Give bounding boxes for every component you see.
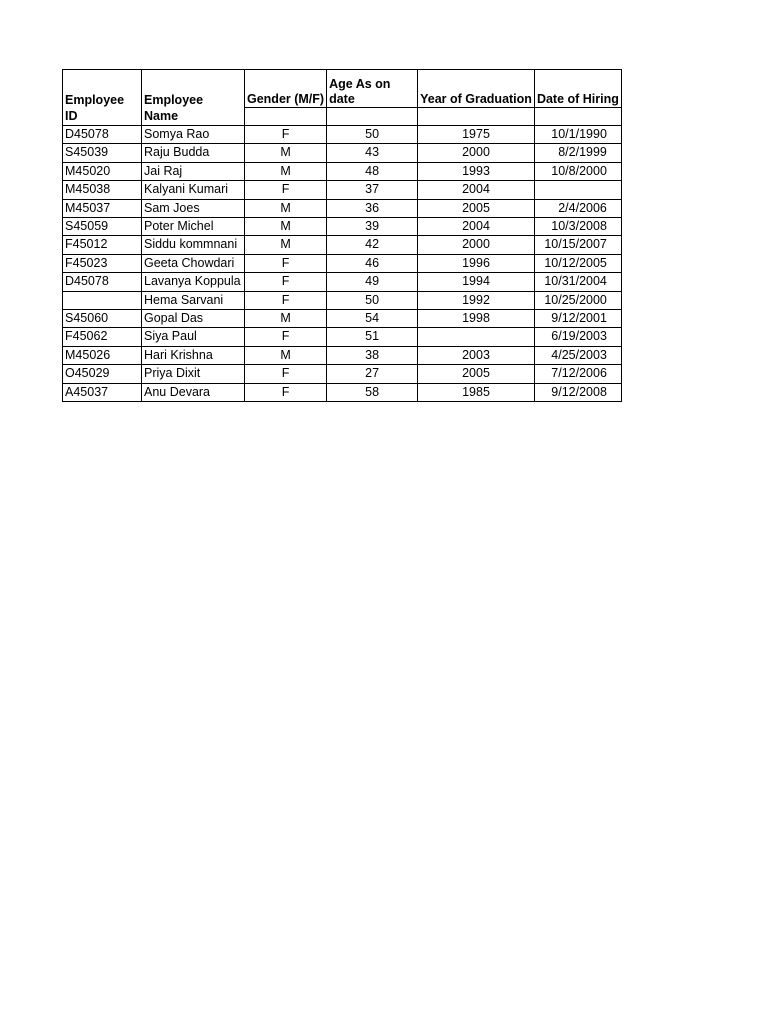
- cell-age: 37: [327, 181, 418, 199]
- cell-date-of-hiring: [534, 181, 621, 199]
- header-age-line2: date: [329, 92, 355, 106]
- cell-date-of-hiring: 8/2/1999: [534, 144, 621, 162]
- cell-employee-name: Hema Sarvani: [142, 291, 245, 309]
- cell-age: 50: [327, 125, 418, 143]
- cell-date-of-hiring: 10/1/1990: [534, 125, 621, 143]
- cell-year-of-graduation: 1996: [418, 254, 535, 272]
- cell-year-of-graduation: [418, 328, 535, 346]
- cell-year-of-graduation: 2000: [418, 236, 535, 254]
- table-row: [63, 144, 622, 162]
- header-empty-cell: [327, 108, 418, 126]
- cell-date-of-hiring: 10/31/2004: [534, 273, 621, 291]
- cell-year-of-graduation: 2003: [418, 346, 535, 364]
- cell-age: 54: [327, 309, 418, 327]
- cell-year-of-graduation: 1998: [418, 309, 535, 327]
- cell-employee-id: A45037: [63, 383, 142, 401]
- cell-employee-id: D45078: [63, 125, 142, 143]
- table-row: [63, 273, 622, 291]
- table-row: [63, 217, 622, 235]
- cell-date-of-hiring: 10/15/2007: [534, 236, 621, 254]
- cell-year-of-graduation: 1993: [418, 162, 535, 180]
- header-age-line1: Age As on: [329, 77, 391, 91]
- cell-employee-id: F45012: [63, 236, 142, 254]
- cell-gender: M: [245, 236, 327, 254]
- table-row: [63, 346, 622, 364]
- header-employee-id-line2: ID: [63, 108, 142, 126]
- table-row: [63, 162, 622, 180]
- cell-year-of-graduation: 1992: [418, 291, 535, 309]
- cell-employee-id: S45039: [63, 144, 142, 162]
- table-row: [63, 199, 622, 217]
- cell-employee-id: M45037: [63, 199, 142, 217]
- cell-employee-name: Anu Devara: [142, 383, 245, 401]
- cell-gender: M: [245, 309, 327, 327]
- table-row: [63, 181, 622, 199]
- cell-employee-name: Somya Rao: [142, 125, 245, 143]
- cell-employee-name: Lavanya Koppula: [142, 273, 245, 291]
- cell-year-of-graduation: 1975: [418, 125, 535, 143]
- cell-year-of-graduation: 2000: [418, 144, 535, 162]
- table-row: [63, 328, 622, 346]
- cell-employee-name: Siya Paul: [142, 328, 245, 346]
- cell-employee-name: Hari Krishna: [142, 346, 245, 364]
- cell-employee-name: Sam Joes: [142, 199, 245, 217]
- cell-employee-name: Raju Budda: [142, 144, 245, 162]
- cell-employee-id: M45020: [63, 162, 142, 180]
- cell-gender: M: [245, 162, 327, 180]
- cell-employee-id: F45062: [63, 328, 142, 346]
- cell-employee-name: Priya Dixit: [142, 365, 245, 383]
- cell-employee-name: Kalyani Kumari: [142, 181, 245, 199]
- header-gender: Gender (M/F): [245, 70, 327, 108]
- cell-employee-name: Jai Raj: [142, 162, 245, 180]
- cell-age: 49: [327, 273, 418, 291]
- cell-age: 48: [327, 162, 418, 180]
- cell-age: 36: [327, 199, 418, 217]
- header-employee-name-line2: Name: [142, 108, 245, 126]
- cell-age: 42: [327, 236, 418, 254]
- cell-gender: F: [245, 181, 327, 199]
- cell-gender: F: [245, 383, 327, 401]
- employee-table: [62, 69, 622, 402]
- cell-employee-id: O45029: [63, 365, 142, 383]
- header-row-2: [63, 108, 622, 126]
- table-row: [63, 125, 622, 143]
- cell-gender: F: [245, 125, 327, 143]
- header-employee-name-line1: Employee: [142, 70, 245, 108]
- table-row: [63, 383, 622, 401]
- cell-date-of-hiring: 2/4/2006: [534, 199, 621, 217]
- cell-year-of-graduation: 2004: [418, 181, 535, 199]
- cell-age: 50: [327, 291, 418, 309]
- cell-age: 58: [327, 383, 418, 401]
- employee-table-container: [62, 69, 622, 402]
- cell-gender: M: [245, 144, 327, 162]
- header-empty-cell: [418, 108, 535, 126]
- cell-age: 46: [327, 254, 418, 272]
- cell-gender: M: [245, 346, 327, 364]
- cell-age: 43: [327, 144, 418, 162]
- table-row: [63, 365, 622, 383]
- cell-employee-id: M45038: [63, 181, 142, 199]
- cell-age: 51: [327, 328, 418, 346]
- cell-employee-id: S45059: [63, 217, 142, 235]
- cell-age: 27: [327, 365, 418, 383]
- cell-year-of-graduation: 1994: [418, 273, 535, 291]
- cell-year-of-graduation: 2004: [418, 217, 535, 235]
- cell-employee-name: Gopal Das: [142, 309, 245, 327]
- header-empty-cell: [245, 108, 327, 126]
- cell-age: 38: [327, 346, 418, 364]
- cell-date-of-hiring: 9/12/2001: [534, 309, 621, 327]
- cell-employee-id: [63, 291, 142, 309]
- cell-gender: F: [245, 273, 327, 291]
- cell-date-of-hiring: 10/25/2000: [534, 291, 621, 309]
- header-year-of-graduation: Year of Graduation: [418, 70, 535, 108]
- cell-gender: F: [245, 291, 327, 309]
- cell-employee-name: Poter Michel: [142, 217, 245, 235]
- cell-employee-name: Siddu kommnani: [142, 236, 245, 254]
- table-row: [63, 291, 622, 309]
- table-row: [63, 309, 622, 327]
- cell-date-of-hiring: 7/12/2006: [534, 365, 621, 383]
- cell-employee-id: F45023: [63, 254, 142, 272]
- cell-gender: F: [245, 365, 327, 383]
- table-row: [63, 254, 622, 272]
- cell-employee-id: D45078: [63, 273, 142, 291]
- cell-date-of-hiring: 10/8/2000: [534, 162, 621, 180]
- cell-employee-id: M45026: [63, 346, 142, 364]
- cell-gender: F: [245, 254, 327, 272]
- header-age: [327, 70, 418, 108]
- table-row: [63, 236, 622, 254]
- cell-employee-id: S45060: [63, 309, 142, 327]
- cell-gender: M: [245, 199, 327, 217]
- cell-date-of-hiring: 10/3/2008: [534, 217, 621, 235]
- cell-year-of-graduation: 1985: [418, 383, 535, 401]
- cell-date-of-hiring: 9/12/2008: [534, 383, 621, 401]
- header-empty-cell: [534, 108, 621, 126]
- cell-employee-name: Geeta Chowdari: [142, 254, 245, 272]
- header-date-of-hiring: Date of Hiring: [534, 70, 621, 108]
- cell-year-of-graduation: 2005: [418, 199, 535, 217]
- cell-gender: F: [245, 328, 327, 346]
- cell-gender: M: [245, 217, 327, 235]
- cell-year-of-graduation: 2005: [418, 365, 535, 383]
- header-row: [63, 70, 622, 108]
- cell-age: 39: [327, 217, 418, 235]
- header-employee-id-line1: Employee: [63, 70, 142, 108]
- cell-date-of-hiring: 6/19/2003: [534, 328, 621, 346]
- cell-date-of-hiring: 4/25/2003: [534, 346, 621, 364]
- cell-date-of-hiring: 10/12/2005: [534, 254, 621, 272]
